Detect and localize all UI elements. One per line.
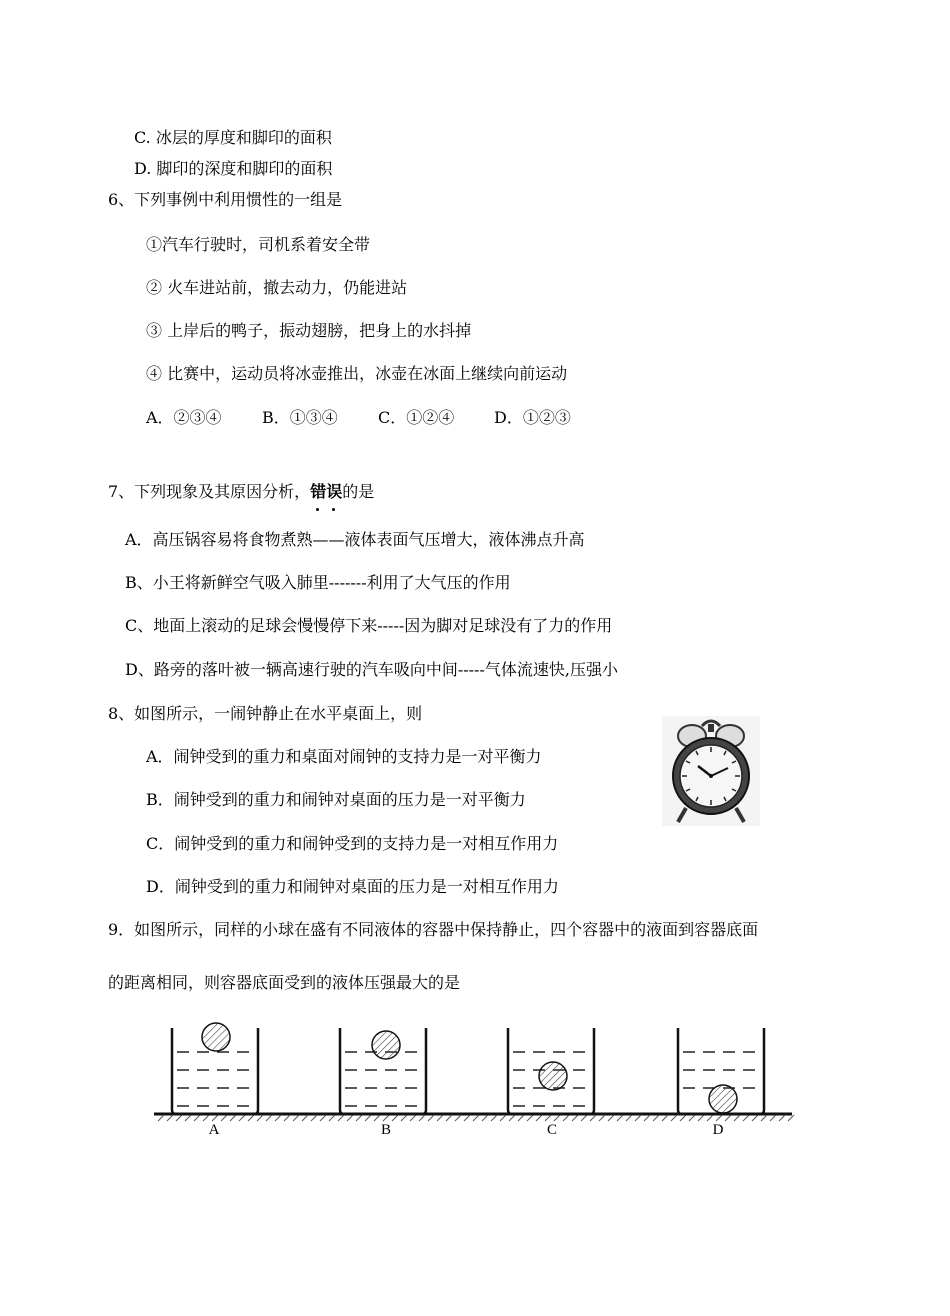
q7-option-c: C、地面上滚动的足球会慢慢停下来-----因为脚对足球没有了力的作用 [125, 616, 613, 635]
emphasis-dot [332, 508, 335, 511]
ground-hatch-mark [599, 1115, 605, 1121]
ground-hatch-mark [653, 1115, 659, 1121]
q6-choice-d: D．①②③ [494, 408, 571, 427]
ground-hatch-mark [590, 1115, 596, 1121]
ground-hatch-mark [356, 1115, 362, 1121]
ground-hatch-mark [734, 1115, 740, 1121]
ground-hatch-mark [662, 1115, 668, 1121]
ground-hatch-mark [671, 1115, 677, 1121]
ground-hatch-mark [626, 1115, 632, 1121]
ground-hatch-mark [545, 1115, 551, 1121]
ground-hatch-mark [158, 1115, 164, 1121]
ground-hatch-mark [464, 1115, 470, 1121]
q7-stem-prefix: 7、下列现象及其原因分析， [108, 482, 311, 501]
ground-hatch-mark [554, 1115, 560, 1121]
ground-hatch-mark [176, 1115, 182, 1121]
ground-hatch-mark [689, 1115, 695, 1121]
containers-diagram [150, 1020, 800, 1140]
ball-a [202, 1023, 230, 1051]
ground-hatch-mark [284, 1115, 290, 1121]
ground-hatch-mark [266, 1115, 272, 1121]
ground-hatch-mark [770, 1115, 776, 1121]
ground-hatch-mark [167, 1115, 173, 1121]
ground-hatch-mark [329, 1115, 335, 1121]
ground-hatch-mark [212, 1115, 218, 1121]
ground-hatch-mark [518, 1115, 524, 1121]
q8-stem: 8、如图所示，一闹钟静止在水平桌面上，则 [108, 704, 423, 723]
ground-hatch-mark [707, 1115, 713, 1121]
ground-hatch-mark [320, 1115, 326, 1121]
q6-choice-a: A．②③④ [146, 408, 222, 427]
ground-hatch-mark [608, 1115, 614, 1121]
ground-hatch-mark [527, 1115, 533, 1121]
ground-hatch-mark [473, 1115, 479, 1121]
q7-stem [108, 482, 374, 502]
ground-hatch-mark [635, 1115, 641, 1121]
ground-hatch-mark [275, 1115, 281, 1121]
ground-hatch-mark [680, 1115, 686, 1121]
ground-hatch-mark [383, 1115, 389, 1121]
ground-hatch-mark [428, 1115, 434, 1121]
ground-hatch-mark [302, 1115, 308, 1121]
ground-hatch-mark [203, 1115, 209, 1121]
container-d [678, 1028, 764, 1114]
q7-stem-suffix: 的是 [342, 482, 375, 501]
q9-stem-line-2: 的距离相同，则容器底面受到的液体压强最大的是 [108, 973, 461, 992]
ground-hatch-mark [248, 1115, 254, 1121]
q6-item-1: ①汽车行驶时，司机系着安全带 [146, 235, 371, 254]
q9-stem-line-1: 9．如图所示，同样的小球在盛有不同液体的容器中保持静止，四个容器中的液面到容器底面 [108, 920, 759, 939]
ground-hatch-mark [716, 1115, 722, 1121]
q7-emphasis-text: 错误 [310, 482, 343, 501]
ground-hatching [158, 1115, 794, 1121]
container-c [508, 1028, 594, 1114]
q8-option-d: D．闹钟受到的重力和闹钟对桌面的压力是一对相互作用力 [146, 877, 559, 896]
q6-item-3: ③ 上岸后的鸭子，振动翅膀，把身上的水抖掉 [146, 321, 472, 340]
ground-hatch-mark [509, 1115, 515, 1121]
ground-hatch-mark [311, 1115, 317, 1121]
ground-hatch-mark [572, 1115, 578, 1121]
q5-option-d: D. 脚印的深度和脚印的面积 [134, 159, 333, 178]
ground-hatch-mark [338, 1115, 344, 1121]
ground-hatch-mark [185, 1115, 191, 1121]
q6-item-4: ④ 比赛中，运动员将冰壶推出，冰壶在冰面上继续向前运动 [146, 364, 568, 383]
q7-stem-emphasis [310, 482, 342, 501]
q6-choice-b: B．①③④ [262, 408, 338, 427]
ground-hatch-mark [410, 1115, 416, 1121]
ground-hatch-mark [401, 1115, 407, 1121]
ground-hatch-mark [698, 1115, 704, 1121]
label-b: B [380, 1122, 392, 1138]
ground-hatch-mark [347, 1115, 353, 1121]
ground-hatch-mark [374, 1115, 380, 1121]
ground-hatch-mark [230, 1115, 236, 1121]
ground-hatch-mark [743, 1115, 749, 1121]
ground-hatch-mark [617, 1115, 623, 1121]
q5-option-c: C. 冰层的厚度和脚印的面积 [134, 128, 332, 147]
ground-hatch-mark [455, 1115, 461, 1121]
container-a [172, 1023, 258, 1114]
ground-hatch-mark [293, 1115, 299, 1121]
alarm-clock-image [662, 716, 760, 826]
label-a: A [208, 1122, 220, 1138]
q8-option-c: C．闹钟受到的重力和闹钟受到的支持力是一对相互作用力 [146, 834, 559, 853]
ground-hatch-mark [644, 1115, 650, 1121]
ground-hatch-mark [491, 1115, 497, 1121]
ground-hatch-mark [419, 1115, 425, 1121]
q6-stem: 6、下列事例中利用惯性的一组是 [108, 190, 343, 209]
q8-option-a: A．闹钟受到的重力和桌面对闹钟的支持力是一对平衡力 [146, 747, 542, 766]
ground-hatch-mark [788, 1115, 794, 1121]
ground-hatch-mark [779, 1115, 785, 1121]
ground-hatch-mark [536, 1115, 542, 1121]
ground-hatch-mark [761, 1115, 767, 1121]
ground-hatch-mark [194, 1115, 200, 1121]
ground-hatch-mark [752, 1115, 758, 1121]
emphasis-dot [316, 508, 319, 511]
q6-item-2: ② 火车进站前，撤去动力，仍能进站 [146, 278, 408, 297]
ground-hatch-mark [500, 1115, 506, 1121]
container-b [340, 1028, 426, 1114]
q8-option-b: B．闹钟受到的重力和闹钟对桌面的压力是一对平衡力 [146, 790, 526, 809]
ground-hatch-mark [239, 1115, 245, 1121]
q7-option-a: A．高压锅容易将食物煮熟——液体表面气压增大，液体沸点升高 [125, 530, 585, 549]
ball-d [709, 1085, 737, 1113]
q6-choice-c: C．①②④ [378, 408, 455, 427]
ground-hatch-mark [446, 1115, 452, 1121]
ground-hatch-mark [563, 1115, 569, 1121]
ground-hatch-mark [392, 1115, 398, 1121]
ball-c [539, 1062, 567, 1090]
ground-hatch-mark [257, 1115, 263, 1121]
label-d: D [712, 1122, 724, 1138]
ground-hatch-mark [221, 1115, 227, 1121]
q7-option-b: B、小王将新鲜空气吸入肺里-------利用了大气压的作用 [125, 573, 511, 592]
label-c: C [546, 1122, 558, 1138]
ball-b [372, 1031, 400, 1059]
ground-hatch-mark [365, 1115, 371, 1121]
ground-hatch-mark [482, 1115, 488, 1121]
ground-hatch-mark [581, 1115, 587, 1121]
ground-hatch-mark [725, 1115, 731, 1121]
q7-option-d: D、路旁的落叶被一辆高速行驶的汽车吸向中间-----气体流速快,压强小 [125, 660, 618, 679]
ground-hatch-mark [437, 1115, 443, 1121]
